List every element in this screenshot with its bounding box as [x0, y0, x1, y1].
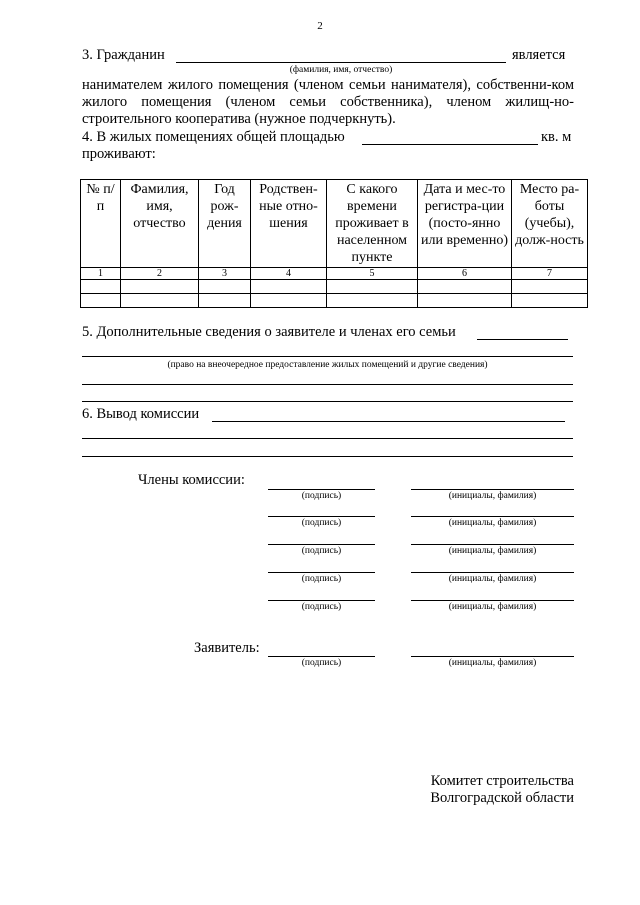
footer-line-2: Волгоградской области — [430, 790, 574, 806]
item5-fill-line-4[interactable] — [82, 401, 573, 402]
applicant-signature-caption: (подпись) — [301, 658, 342, 668]
signature-caption: (подпись) — [301, 574, 342, 584]
table-cell[interactable] — [121, 280, 199, 294]
applicant-label: Заявитель: — [194, 640, 260, 656]
table-cell[interactable] — [327, 294, 418, 308]
col-number: 3 — [199, 268, 251, 280]
name-line[interactable] — [411, 600, 574, 601]
footer-line-1: Комитет строительства — [430, 773, 574, 789]
col-header-relation: Родствен-ные отно-шения — [251, 180, 327, 268]
table-cell[interactable] — [418, 294, 512, 308]
col-header-work: Место ра-боты (учебы), долж-ность — [512, 180, 588, 268]
item4-fill-line[interactable] — [362, 144, 538, 145]
signature-line[interactable] — [268, 516, 375, 517]
applicant-signature-line[interactable] — [268, 656, 375, 657]
col-number: 4 — [251, 268, 327, 280]
item4-suffix: кв. м — [541, 129, 572, 145]
col-header-name: Фамилия, имя, отчество — [121, 180, 199, 268]
col-header-birth-year: Год рож-дения — [199, 180, 251, 268]
signature-caption: (подпись) — [301, 491, 342, 501]
signature-caption: (подпись) — [301, 546, 342, 556]
item5-fill-line-3[interactable] — [82, 384, 573, 385]
table-row[interactable] — [81, 280, 588, 294]
table-cell[interactable] — [199, 280, 251, 294]
item3-caption: (фамилия, имя, отчество) — [289, 65, 393, 75]
item6-fill-line-3[interactable] — [82, 456, 573, 457]
table-number-row — [81, 268, 588, 280]
col-number: 6 — [418, 268, 512, 280]
name-caption: (инициалы, фамилия) — [448, 491, 537, 501]
page-number: 2 — [317, 20, 323, 32]
table-cell[interactable] — [251, 280, 327, 294]
table-cell[interactable] — [81, 294, 121, 308]
residents-table — [80, 179, 588, 308]
signature-caption: (подпись) — [301, 518, 342, 528]
item6-fill-line-2[interactable] — [82, 438, 573, 439]
applicant-name-line[interactable] — [411, 656, 574, 657]
footer-organization — [300, 773, 574, 807]
col-number: 5 — [327, 268, 418, 280]
col-number: 2 — [121, 268, 199, 280]
table-cell[interactable] — [121, 294, 199, 308]
item3-fill-line[interactable] — [176, 62, 506, 63]
signature-line[interactable] — [268, 572, 375, 573]
item6-fill-line[interactable] — [212, 421, 565, 422]
name-line[interactable] — [411, 516, 574, 517]
signature-line[interactable] — [268, 600, 375, 601]
item6-text: 6. Вывод комиссии — [82, 406, 200, 422]
item3-suffix: является — [512, 47, 566, 63]
table-row[interactable] — [81, 294, 588, 308]
table-cell[interactable] — [327, 280, 418, 294]
table-cell[interactable] — [512, 280, 588, 294]
signature-line[interactable] — [268, 489, 375, 490]
table-cell[interactable] — [418, 280, 512, 294]
col-header-number: № п/п — [81, 180, 121, 268]
item3-text: нанимателем жилого помещения (членом семьи нанимателя), собственни-ком жилого помещения (членом семьи собственника), членом жилищ-но-строительного кооператива (нужное подчеркнуть). — [82, 77, 574, 127]
col-number: 1 — [81, 268, 121, 280]
table-cell[interactable] — [81, 280, 121, 294]
col-number: 7 — [512, 268, 588, 280]
col-header-registration: Дата и мес-то регистра-ции (посто-янно или временно) — [418, 180, 512, 268]
item5-caption: (право на внеочередное предоставление жилых помещений и другие сведения) — [167, 360, 488, 370]
applicant-name-caption: (инициалы, фамилия) — [448, 658, 537, 668]
item5-text: 5. Дополнительные сведения о заявителе и членах его семьи — [82, 324, 456, 340]
name-line[interactable] — [411, 572, 574, 573]
name-caption: (инициалы, фамилия) — [448, 602, 537, 612]
name-line[interactable] — [411, 544, 574, 545]
table-cell[interactable] — [251, 294, 327, 308]
item4-prefix: 4. В жилых помещениях общей площадью — [82, 129, 345, 145]
name-caption: (инициалы, фамилия) — [448, 574, 537, 584]
item3-prefix: 3. Гражданин — [82, 47, 165, 63]
name-caption: (инициалы, фамилия) — [448, 518, 537, 528]
item5-fill-line-2[interactable] — [82, 356, 573, 357]
name-line[interactable] — [411, 489, 574, 490]
name-caption: (инициалы, фамилия) — [448, 546, 537, 556]
table-cell[interactable] — [199, 294, 251, 308]
commission-label: Члены комиссии: — [138, 472, 245, 488]
col-header-since: С какого времени проживает в населенном пункте — [327, 180, 418, 268]
item5-fill-line[interactable] — [477, 339, 568, 340]
signature-line[interactable] — [268, 544, 375, 545]
item4-line2: проживают: — [82, 146, 156, 162]
signature-caption: (подпись) — [301, 602, 342, 612]
table-header-row — [81, 180, 588, 268]
table-cell[interactable] — [512, 294, 588, 308]
